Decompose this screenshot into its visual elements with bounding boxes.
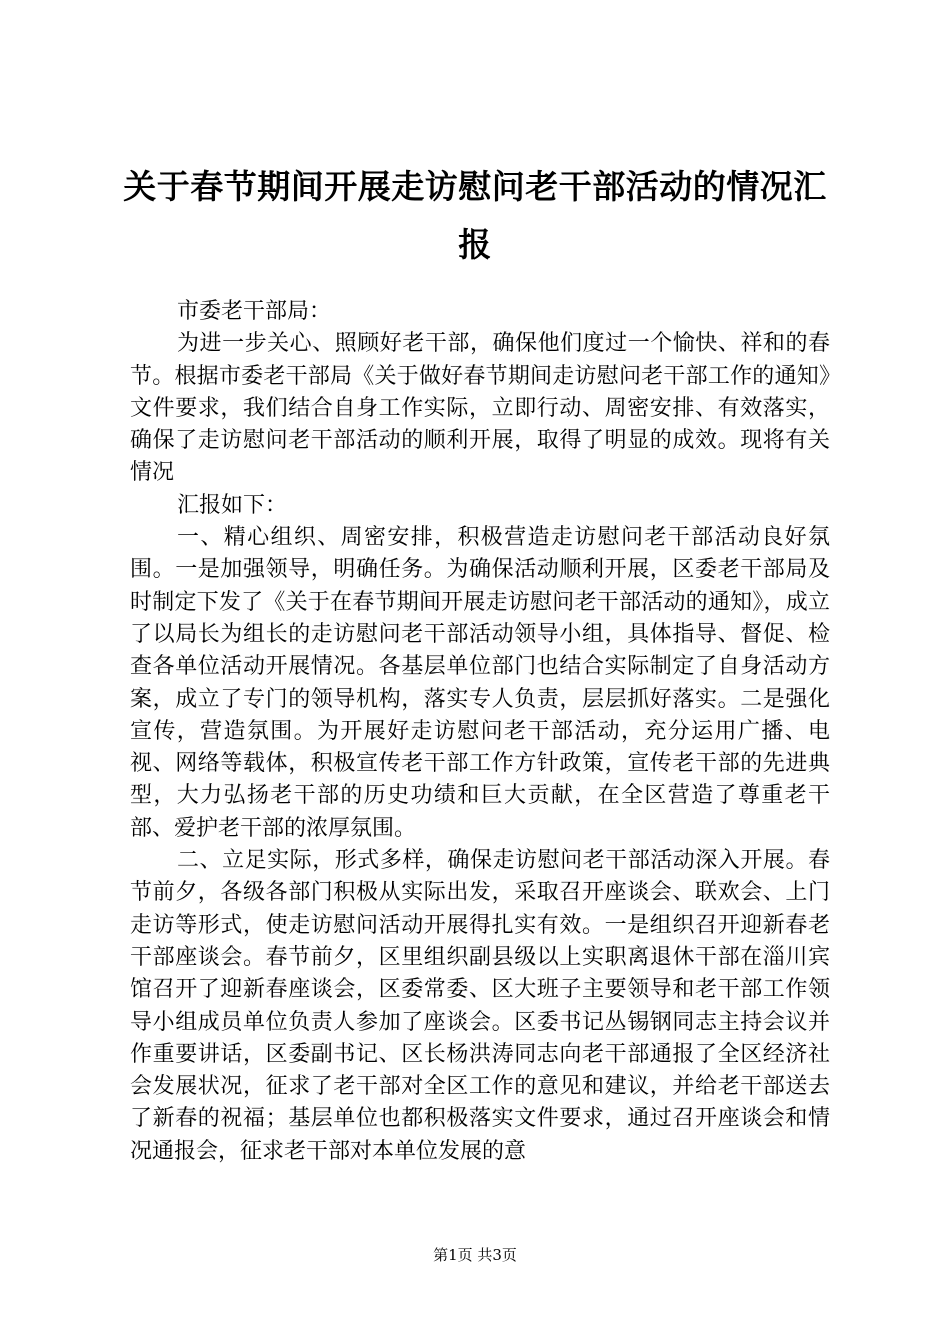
document-body: [130, 296, 830, 1168]
paragraph-intro: 为进一步关心、照顾好老干部，确保他们度过一个愉快、祥和的春节。根据市委老干部局《关于做好春节期间走访慰问老干部工作的通知》文件要求，我们结合自身工作实际，立即行动、周密安排、有效落实，确保了走访慰问老干部活动的顺利开展，取得了明显的成效。现将有关情况: [130, 331, 830, 486]
paragraph-report-lead: 汇报如下：: [177, 492, 288, 518]
salutation: 市委老干部局：: [177, 299, 332, 324]
document-title: 关于春节期间开展走访慰问老干部活动的情况汇报: [123, 167, 827, 264]
paragraph-section-two: 二、立足实际，形式多样，确保走访慰问老干部活动深入开展。春节前夕，各级各部门积极从实际出发，采取召开座谈会、联欢会、上门走访等形式，使走访慰问活动开展得扎实有效。一是组织召开迎新春老干部座谈会。春节前夕，区里组织副县级以上实职离退休干部在淄川宾馆召开了迎新春座谈会，区委常委、区大班子主要领导和老干部工作领导小组成员单位负责人参加了座谈会。区委书记丛锡钢同志主持会议并作重要讲话，区委副书记、区长杨洪涛同志向老干部通报了全区经济社会发展状况，征求了老干部对全区工作的意见和建议，并给老干部送去了新春的祝福；基层单位也都积极落实文件要求，通过召开座谈会和情况通报会，征求老干部对本单位发展的意: [130, 848, 830, 1164]
page-footer: 第1页 共3页: [433, 1246, 517, 1264]
paragraph-section-one: 一、精心组织、周密安排，积极营造走访慰问老干部活动良好氛围。一是加强领导，明确任务。为确保活动顺利开展，区委老干部局及时制定下发了《关于在春节期间开展走访慰问老干部活动的通知》，成立了以局长为组长的走访慰问老干部活动领导小组，具体指导、督促、检查各单位活动开展情况。各基层单位部门也结合实际制定了自身活动方案，成立了专门的领导机构，落实专人负责，层层抓好落实。二是强化宣传，营造氛围。为开展好走访慰问老干部活动，充分运用广播、电视、网络等载体，积极宣传老干部工作方针政策，宣传老干部的先进典型，大力弘扬老干部的历史功绩和巨大贡献，在全区营造了尊重老干部、爱护老干部的浓厚氛围。: [130, 525, 830, 841]
